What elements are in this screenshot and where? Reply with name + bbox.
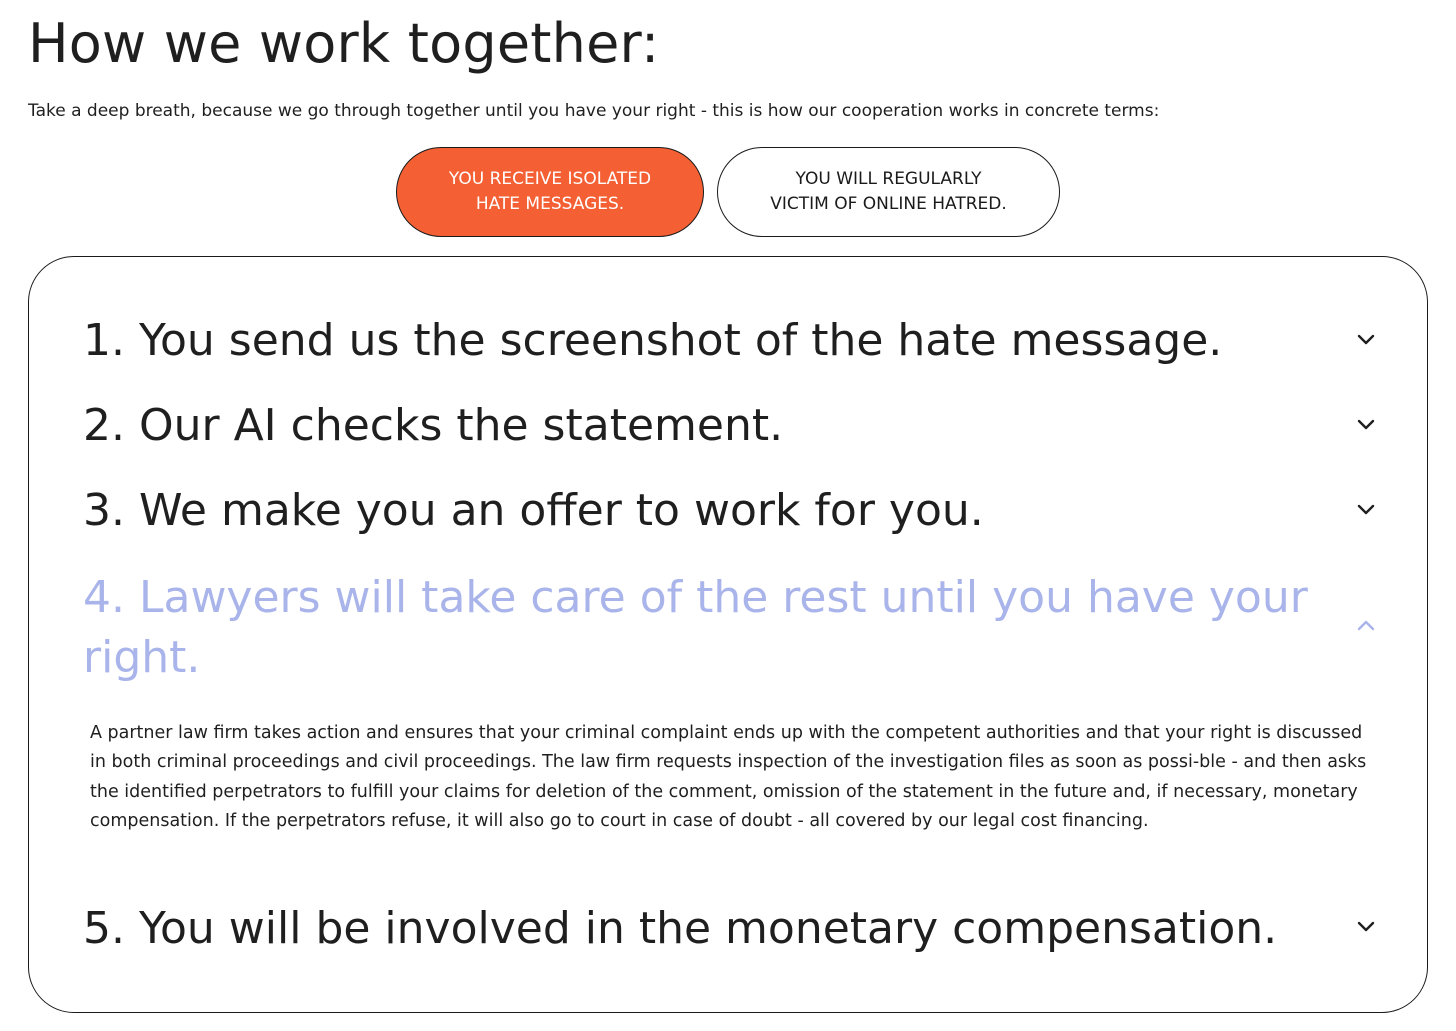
- chevron-up-icon[interactable]: [1355, 618, 1377, 632]
- step-4-description: A partner law firm takes action and ensures that your criminal complaint ends up with the competent authorities and that your right is discussed in both criminal proceedings and civil proceedings. The law firm requests inspection of the investigation files as soon as possi-ble - and then asks the identified perpetrators to fulfill your claims for deletion of the comment, omission of the statement in the future and, if necessary, monetary compensation. If the perpetrators refuse, it will also go to court in case of doubt - all covered by our legal cost financing.: [90, 723, 1367, 832]
- step-3-title[interactable]: 3. We make you an offer to work for you.: [83, 485, 984, 536]
- step-1-title[interactable]: 1. You send us the screenshot of the hate message.: [83, 315, 1223, 366]
- steps-accordion: [28, 256, 1428, 1013]
- chevron-down-icon[interactable]: [1355, 503, 1377, 517]
- chevron-down-icon[interactable]: [1355, 418, 1377, 432]
- step-5-title[interactable]: 5. You will be involved in the monetary compensation.: [83, 903, 1278, 954]
- intro-text: Take a deep breath, because we go through together until you have your right - this is how our cooperation works in concrete terms:: [28, 101, 1160, 121]
- step-2-title[interactable]: 2. Our AI checks the statement.: [83, 400, 784, 451]
- page-title: How we work together:: [28, 12, 660, 75]
- chevron-down-icon[interactable]: [1355, 920, 1377, 934]
- regular-hatred-toggle[interactable]: YOU WILL REGULARLY VICTIM OF ONLINE HATRED.: [717, 147, 1060, 237]
- isolated-messages-toggle[interactable]: YOU RECEIVE ISOLATED HATE MESSAGES.: [396, 147, 704, 237]
- chevron-down-icon[interactable]: [1355, 333, 1377, 347]
- step-4-title[interactable]: 4. Lawyers will take care of the rest until you have your right.: [83, 572, 1308, 683]
